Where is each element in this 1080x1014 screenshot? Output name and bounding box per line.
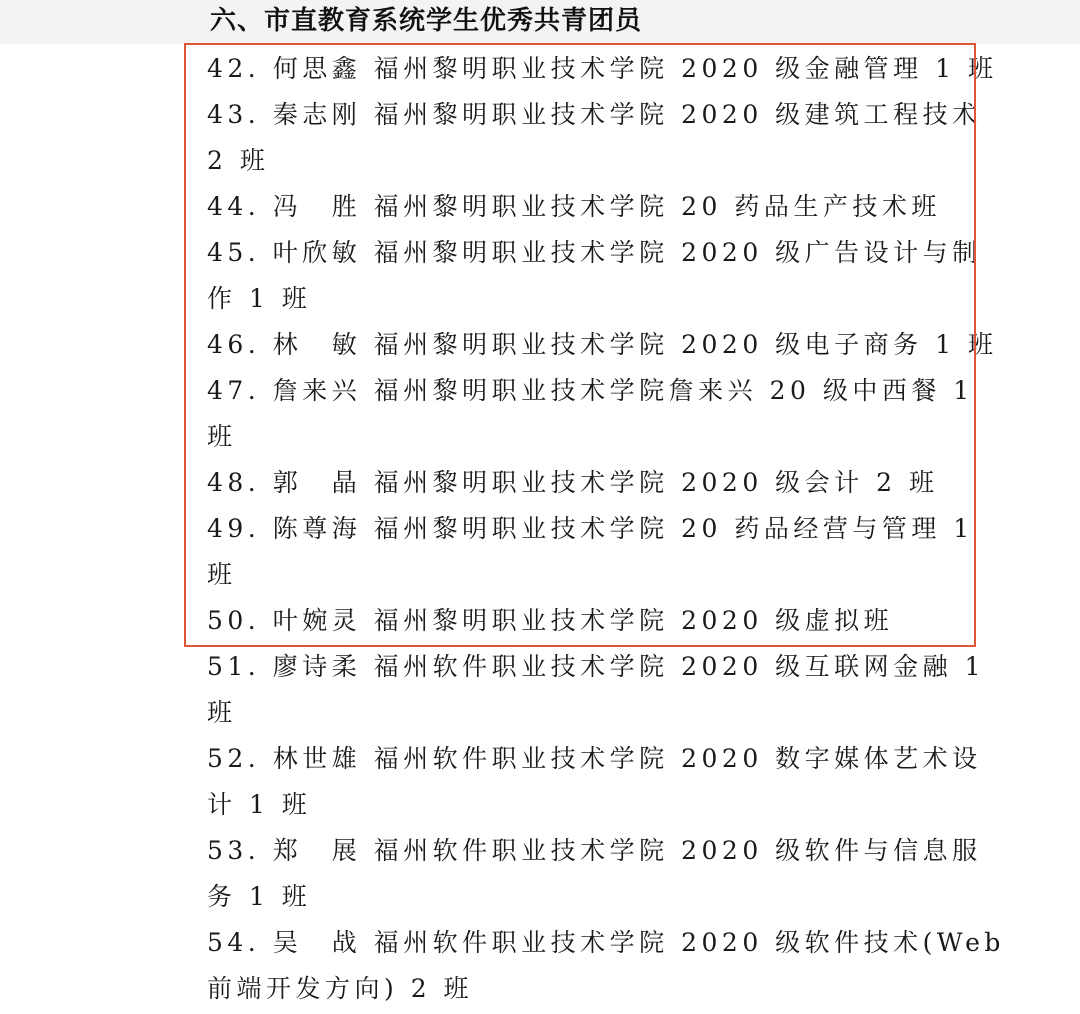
entry-line: 46. 林 敏 福州黎明职业技术学院 2020 级电子商务 1 班 [207,330,998,359]
list-item [207,46,998,92]
entry-continuation-line: 作 1 班 [207,284,312,313]
entry-line: 51. 廖诗柔 福州软件职业技术学院 2020 级互联网金融 1 [207,652,986,681]
section-heading: 六、市直教育系统学生优秀共青团员 [210,6,643,36]
list-item [207,368,974,460]
entry-line: 47. 詹来兴 福州黎明职业技术学院詹来兴 20 级中西餐 1 [207,376,974,405]
list-item [207,920,1005,1012]
entry-continuation-line: 班 [207,560,237,589]
entry-line: 54. 吴 战 福州软件职业技术学院 2020 级软件技术(Web [207,928,1005,957]
list-item [207,828,982,920]
list-item [207,736,982,828]
list-item [207,506,974,598]
list-item [207,230,982,322]
entry-line: 50. 叶婉灵 福州黎明职业技术学院 2020 级虚拟班 [207,606,894,635]
entry-line: 48. 郭 晶 福州黎明职业技术学院 2020 级会计 2 班 [207,468,939,497]
list-item [207,92,982,184]
list-item [207,322,998,368]
header-band [0,0,1080,44]
entry-line: 45. 叶欣敏 福州黎明职业技术学院 2020 级广告设计与制 [207,238,982,267]
entry-line: 42. 何思鑫 福州黎明职业技术学院 2020 级金融管理 1 班 [207,54,998,83]
entry-line: 53. 郑 展 福州软件职业技术学院 2020 级软件与信息服 [207,836,982,865]
list-item [207,460,937,506]
list-item [207,644,986,736]
entry-continuation-line: 计 1 班 [207,790,312,819]
entry-continuation-line: 2 班 [207,146,270,175]
entry-line: 43. 秦志刚 福州黎明职业技术学院 2020 级建筑工程技术 [207,100,982,129]
entry-line: 49. 陈尊海 福州黎明职业技术学院 20 药品经营与管理 1 [207,514,974,543]
list-item [207,598,937,644]
entry-line: 44. 冯 胜 福州黎明职业技术学院 20 药品生产技术班 [207,192,941,221]
honoree-list [207,46,1005,1012]
list-item [207,184,941,230]
entry-continuation-line: 前端开发方向) 2 班 [207,974,474,1003]
entry-continuation-line: 班 [207,698,237,727]
entry-continuation-line: 务 1 班 [207,882,312,911]
entry-line: 52. 林世雄 福州软件职业技术学院 2020 数字媒体艺术设 [207,744,982,773]
entry-continuation-line: 班 [207,422,237,451]
